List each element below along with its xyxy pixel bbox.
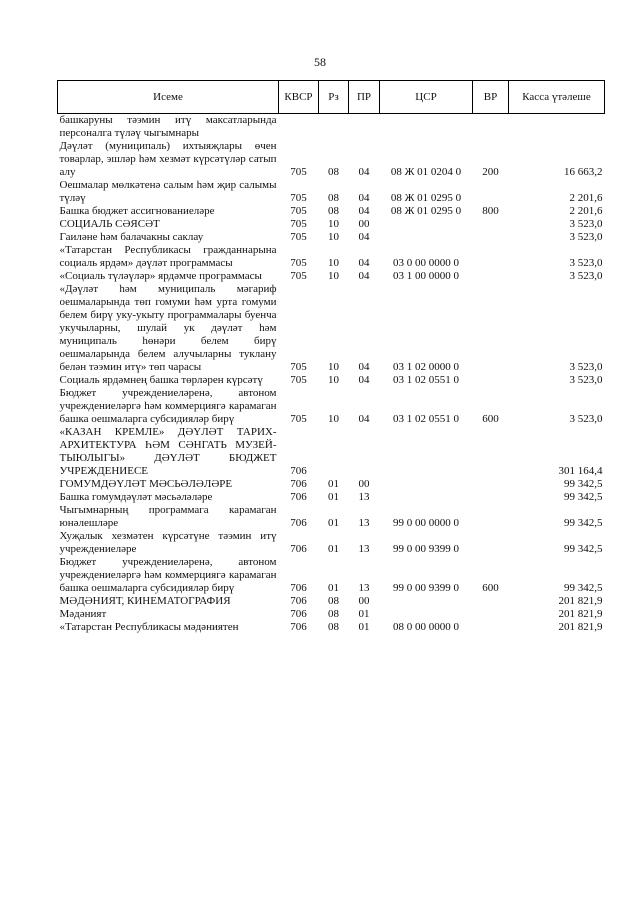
column-header-rz: Рз bbox=[319, 81, 349, 114]
row-csr-cell: 99 0 00 9399 0 bbox=[393, 543, 459, 555]
row-kvsr-cell: 706 bbox=[290, 478, 307, 490]
row-pr-cell: 04 bbox=[358, 231, 370, 243]
table-row bbox=[58, 205, 605, 218]
row-kvsr-cell: 705 bbox=[290, 361, 307, 373]
table-header-row bbox=[58, 81, 605, 114]
row-pr-cell: 13 bbox=[358, 543, 370, 555]
row-kvsr-cell: 705 bbox=[290, 166, 307, 178]
table-row bbox=[58, 491, 605, 504]
row-vr-cell bbox=[473, 426, 509, 478]
row-csr-cell: 08 Ж 01 0295 0 bbox=[390, 205, 462, 217]
row-pr-cell bbox=[349, 114, 380, 141]
row-vr-cell bbox=[473, 608, 509, 621]
table-row bbox=[58, 114, 605, 141]
row-kassa-cell: 3 523,0 bbox=[569, 270, 603, 282]
row-csr-cell: 08 0 00 0000 0 bbox=[393, 621, 459, 633]
row-name-cell: Чыгымнарның программага карамаган юнәлешләре bbox=[59, 504, 277, 529]
row-csr-cell: 03 1 02 0000 0 bbox=[393, 361, 459, 373]
row-rz-cell: 01 bbox=[328, 491, 339, 503]
row-vr-cell bbox=[473, 504, 509, 530]
row-pr-cell bbox=[349, 426, 380, 478]
row-vr-cell bbox=[473, 244, 509, 270]
row-vr-cell bbox=[473, 218, 509, 231]
row-kassa-cell: 3 523,0 bbox=[569, 361, 603, 373]
row-kassa-cell bbox=[509, 114, 605, 141]
row-pr-cell: 04 bbox=[358, 413, 370, 425]
row-pr-cell: 04 bbox=[358, 361, 370, 373]
row-kassa-cell: 3 523,0 bbox=[569, 413, 603, 425]
row-kvsr-cell bbox=[279, 114, 319, 141]
row-kassa-cell: 201 821,9 bbox=[558, 621, 603, 633]
row-vr-cell: 200 bbox=[482, 166, 499, 178]
row-kvsr-cell: 705 bbox=[290, 218, 307, 230]
row-rz-cell bbox=[319, 114, 349, 141]
row-kassa-cell: 3 523,0 bbox=[569, 257, 603, 269]
row-csr-cell: 08 Ж 01 0204 0 bbox=[390, 166, 462, 178]
table-row bbox=[58, 270, 605, 283]
row-pr-cell: 01 bbox=[358, 608, 370, 620]
row-vr-cell bbox=[473, 491, 509, 504]
row-kvsr-cell: 705 bbox=[290, 413, 307, 425]
row-vr-cell bbox=[473, 270, 509, 283]
row-kassa-cell: 3 523,0 bbox=[569, 374, 603, 386]
row-vr-cell bbox=[473, 114, 509, 141]
row-name-cell: «Татарстан Республикасы мәдәниятен bbox=[59, 621, 239, 633]
table-row bbox=[58, 478, 605, 491]
column-header-kassa: Касса үтәлеше bbox=[509, 81, 605, 114]
table-row bbox=[58, 595, 605, 608]
row-rz-cell bbox=[319, 426, 349, 478]
row-kvsr-cell: 706 bbox=[290, 517, 307, 529]
row-rz-cell: 08 bbox=[328, 166, 339, 178]
row-kassa-cell: 99 342,5 bbox=[564, 517, 603, 529]
row-rz-cell: 01 bbox=[328, 478, 339, 490]
row-kassa-cell: 16 663,2 bbox=[564, 166, 603, 178]
row-vr-cell bbox=[473, 478, 509, 491]
row-csr-cell: 03 1 02 0551 0 bbox=[393, 374, 459, 386]
row-csr-cell bbox=[380, 595, 473, 608]
row-kvsr-cell: 706 bbox=[290, 543, 307, 555]
row-pr-cell: 01 bbox=[358, 621, 370, 633]
row-name-cell: башкаруны тәэмин итү максатларында персоналга түләү чыгымнары bbox=[59, 114, 277, 139]
row-name-cell: Социаль ярдәмнең башка төрләрен күрсәтү bbox=[59, 374, 263, 386]
row-rz-cell: 01 bbox=[328, 582, 339, 594]
budget-table bbox=[57, 80, 605, 634]
row-csr-cell bbox=[380, 231, 473, 244]
row-rz-cell: 08 bbox=[328, 205, 339, 217]
row-vr-cell: 600 bbox=[482, 413, 499, 425]
table-row bbox=[58, 387, 605, 426]
row-name-cell: МӘДӘНИЯТ, КИНЕМАТОГРАФИЯ bbox=[59, 595, 231, 607]
row-name-cell: Башка бюджет ассигнованиеләре bbox=[59, 205, 215, 217]
row-kassa-cell: 99 342,5 bbox=[564, 491, 603, 503]
row-pr-cell: 00 bbox=[358, 478, 370, 490]
row-csr-cell bbox=[380, 114, 473, 141]
row-rz-cell: 08 bbox=[328, 192, 339, 204]
row-rz-cell: 10 bbox=[328, 361, 339, 373]
row-csr-cell: 08 Ж 01 0295 0 bbox=[390, 192, 462, 204]
row-pr-cell: 04 bbox=[358, 166, 370, 178]
row-vr-cell bbox=[473, 374, 509, 387]
row-kvsr-cell: 705 bbox=[290, 270, 307, 282]
table-row bbox=[58, 283, 605, 374]
row-vr-cell bbox=[473, 179, 509, 205]
row-rz-cell: 01 bbox=[328, 517, 339, 529]
row-pr-cell: 04 bbox=[358, 205, 370, 217]
column-header-kvsr: КВСР bbox=[279, 81, 319, 114]
table-row bbox=[58, 140, 605, 179]
row-kvsr-cell: 705 bbox=[290, 205, 307, 217]
row-kassa-cell: 2 201,6 bbox=[569, 192, 603, 204]
row-rz-cell: 01 bbox=[328, 543, 339, 555]
row-kassa-cell: 201 821,9 bbox=[558, 608, 603, 620]
row-rz-cell: 10 bbox=[328, 413, 339, 425]
table-row bbox=[58, 374, 605, 387]
row-kvsr-cell: 706 bbox=[290, 621, 307, 633]
row-name-cell: СОЦИАЛЬ СӘЯСӘТ bbox=[59, 218, 160, 230]
row-name-cell: Бюджет учреждениеләренә, автоном учреждениеләргә һәм коммерциягә карамаган башка оешмаларга субсидияләр бирү bbox=[59, 387, 277, 425]
row-pr-cell: 00 bbox=[358, 595, 370, 607]
row-name-cell: Бюджет учреждениеләренә, автоном учреждениеләргә һәм коммерциягә карамаган башка оешмаларга субсидияләр бирү bbox=[59, 556, 277, 594]
column-header-pr: ПР bbox=[349, 81, 380, 114]
row-name-cell: Хуҗалык хезмәтен күрсәтүне тәэмин итү учреждениеләре bbox=[59, 530, 277, 555]
row-name-cell: «Дәүләт һәм муниципаль мәгариф оешмаларында төп гомуми һәм урта гомуми белем бирү уку-укыту программалары буенча укучыларны, шулай ук дәүләт һәм муниципаль һөнәри белем бирү оешмаларында белем алучыларны туклану белән тәэмин итү» төп чарасы bbox=[59, 283, 277, 373]
row-kvsr-cell: 706 bbox=[290, 595, 307, 607]
row-pr-cell: 13 bbox=[358, 491, 370, 503]
row-kassa-cell: 99 342,5 bbox=[564, 478, 603, 490]
table-row bbox=[58, 621, 605, 634]
row-rz-cell: 10 bbox=[328, 231, 339, 243]
row-kassa-cell: 99 342,5 bbox=[564, 582, 603, 594]
row-name-cell: «Татарстан Республикасы гражданнарына социаль ярдәм» дәүләт программасы bbox=[59, 244, 277, 269]
row-name-cell: Оешмалар мөлкәтенә салым һәм җир салымы түләү bbox=[59, 179, 277, 204]
row-name-cell: ГОМУМДӘҮЛӘТ МӘСЬӘЛӘЛӘРЕ bbox=[59, 478, 233, 490]
row-kvsr-cell: 706 bbox=[290, 582, 307, 594]
table-row bbox=[58, 218, 605, 231]
row-csr-cell bbox=[380, 478, 473, 491]
row-kvsr-cell: 705 bbox=[290, 374, 307, 386]
column-header-vr: ВР bbox=[473, 81, 509, 114]
table-row bbox=[58, 556, 605, 595]
row-name-cell: «КАЗАН КРЕМЛЕ» ДӘҮЛӘТ ТАРИХ-АРХИТЕКТУРА ҺӘМ СӘНГАТЬ МУЗЕЙ-ТЫЮЛЫГЫ» ДӘҮЛӘТ БЮДЖЕТ УЧРЕЖДЕНИЕСЕ bbox=[59, 426, 277, 477]
row-csr-cell bbox=[380, 218, 473, 231]
row-csr-cell: 99 0 00 0000 0 bbox=[393, 517, 459, 529]
table-row bbox=[58, 179, 605, 205]
row-pr-cell: 13 bbox=[358, 517, 370, 529]
row-rz-cell: 08 bbox=[328, 608, 339, 620]
row-pr-cell: 00 bbox=[358, 218, 370, 230]
row-kvsr-cell: 706 bbox=[290, 491, 307, 503]
row-kassa-cell: 99 342,5 bbox=[564, 543, 603, 555]
row-csr-cell: 03 1 00 0000 0 bbox=[393, 270, 459, 282]
row-csr-cell bbox=[380, 608, 473, 621]
row-kvsr-cell: 705 bbox=[290, 257, 307, 269]
row-rz-cell: 10 bbox=[328, 218, 339, 230]
row-csr-cell: 03 0 00 0000 0 bbox=[393, 257, 459, 269]
table-row bbox=[58, 530, 605, 556]
row-csr-cell bbox=[380, 491, 473, 504]
row-vr-cell bbox=[473, 595, 509, 608]
table-row bbox=[58, 231, 605, 244]
row-kvsr-cell: 705 bbox=[290, 231, 307, 243]
page-number: 58 bbox=[314, 55, 326, 69]
row-csr-cell: 03 1 02 0551 0 bbox=[393, 413, 459, 425]
row-name-cell: Мәдәният bbox=[59, 608, 107, 620]
row-vr-cell bbox=[473, 530, 509, 556]
table-row bbox=[58, 608, 605, 621]
row-vr-cell bbox=[473, 231, 509, 244]
row-kassa-cell: 2 201,6 bbox=[569, 205, 603, 217]
row-pr-cell: 04 bbox=[358, 192, 370, 204]
row-pr-cell: 04 bbox=[358, 270, 370, 282]
table-body bbox=[58, 114, 605, 635]
row-rz-cell: 08 bbox=[328, 621, 339, 633]
row-csr-cell: 99 0 00 9399 0 bbox=[393, 582, 459, 594]
column-header-name: Исеме bbox=[58, 81, 279, 114]
row-kvsr-cell: 706 bbox=[290, 608, 307, 620]
table-row bbox=[58, 504, 605, 530]
row-rz-cell: 10 bbox=[328, 257, 339, 269]
row-name-cell: Гаиләне һәм балачакны саклау bbox=[59, 231, 204, 243]
row-kassa-cell: 201 821,9 bbox=[558, 595, 603, 607]
table-row bbox=[58, 426, 605, 478]
row-vr-cell: 600 bbox=[482, 582, 499, 594]
row-rz-cell: 10 bbox=[328, 374, 339, 386]
row-csr-cell bbox=[380, 426, 473, 478]
row-pr-cell: 04 bbox=[358, 374, 370, 386]
row-kvsr-cell: 706 bbox=[290, 465, 307, 477]
row-kassa-cell: 3 523,0 bbox=[569, 218, 603, 230]
row-pr-cell: 13 bbox=[358, 582, 370, 594]
row-vr-cell: 800 bbox=[482, 205, 499, 217]
column-header-csr: ЦСР bbox=[380, 81, 473, 114]
row-rz-cell: 10 bbox=[328, 270, 339, 282]
row-kassa-cell: 3 523,0 bbox=[569, 231, 603, 243]
row-kvsr-cell: 705 bbox=[290, 192, 307, 204]
row-name-cell: Башка гомумдәүләт мәсьәләләре bbox=[59, 491, 213, 503]
table-row bbox=[58, 244, 605, 270]
row-vr-cell bbox=[473, 283, 509, 374]
row-rz-cell: 08 bbox=[328, 595, 339, 607]
row-vr-cell bbox=[473, 621, 509, 634]
row-kassa-cell: 301 164,4 bbox=[558, 465, 603, 477]
row-name-cell: Дәүләт (муниципаль) ихтыяҗлары өчен товарлар, эшләр һәм хезмәт күрсәтүләр сатып алу bbox=[59, 140, 277, 178]
row-name-cell: «Социаль түләүләр» ярдәмче программасы bbox=[59, 270, 262, 282]
row-pr-cell: 04 bbox=[358, 257, 370, 269]
